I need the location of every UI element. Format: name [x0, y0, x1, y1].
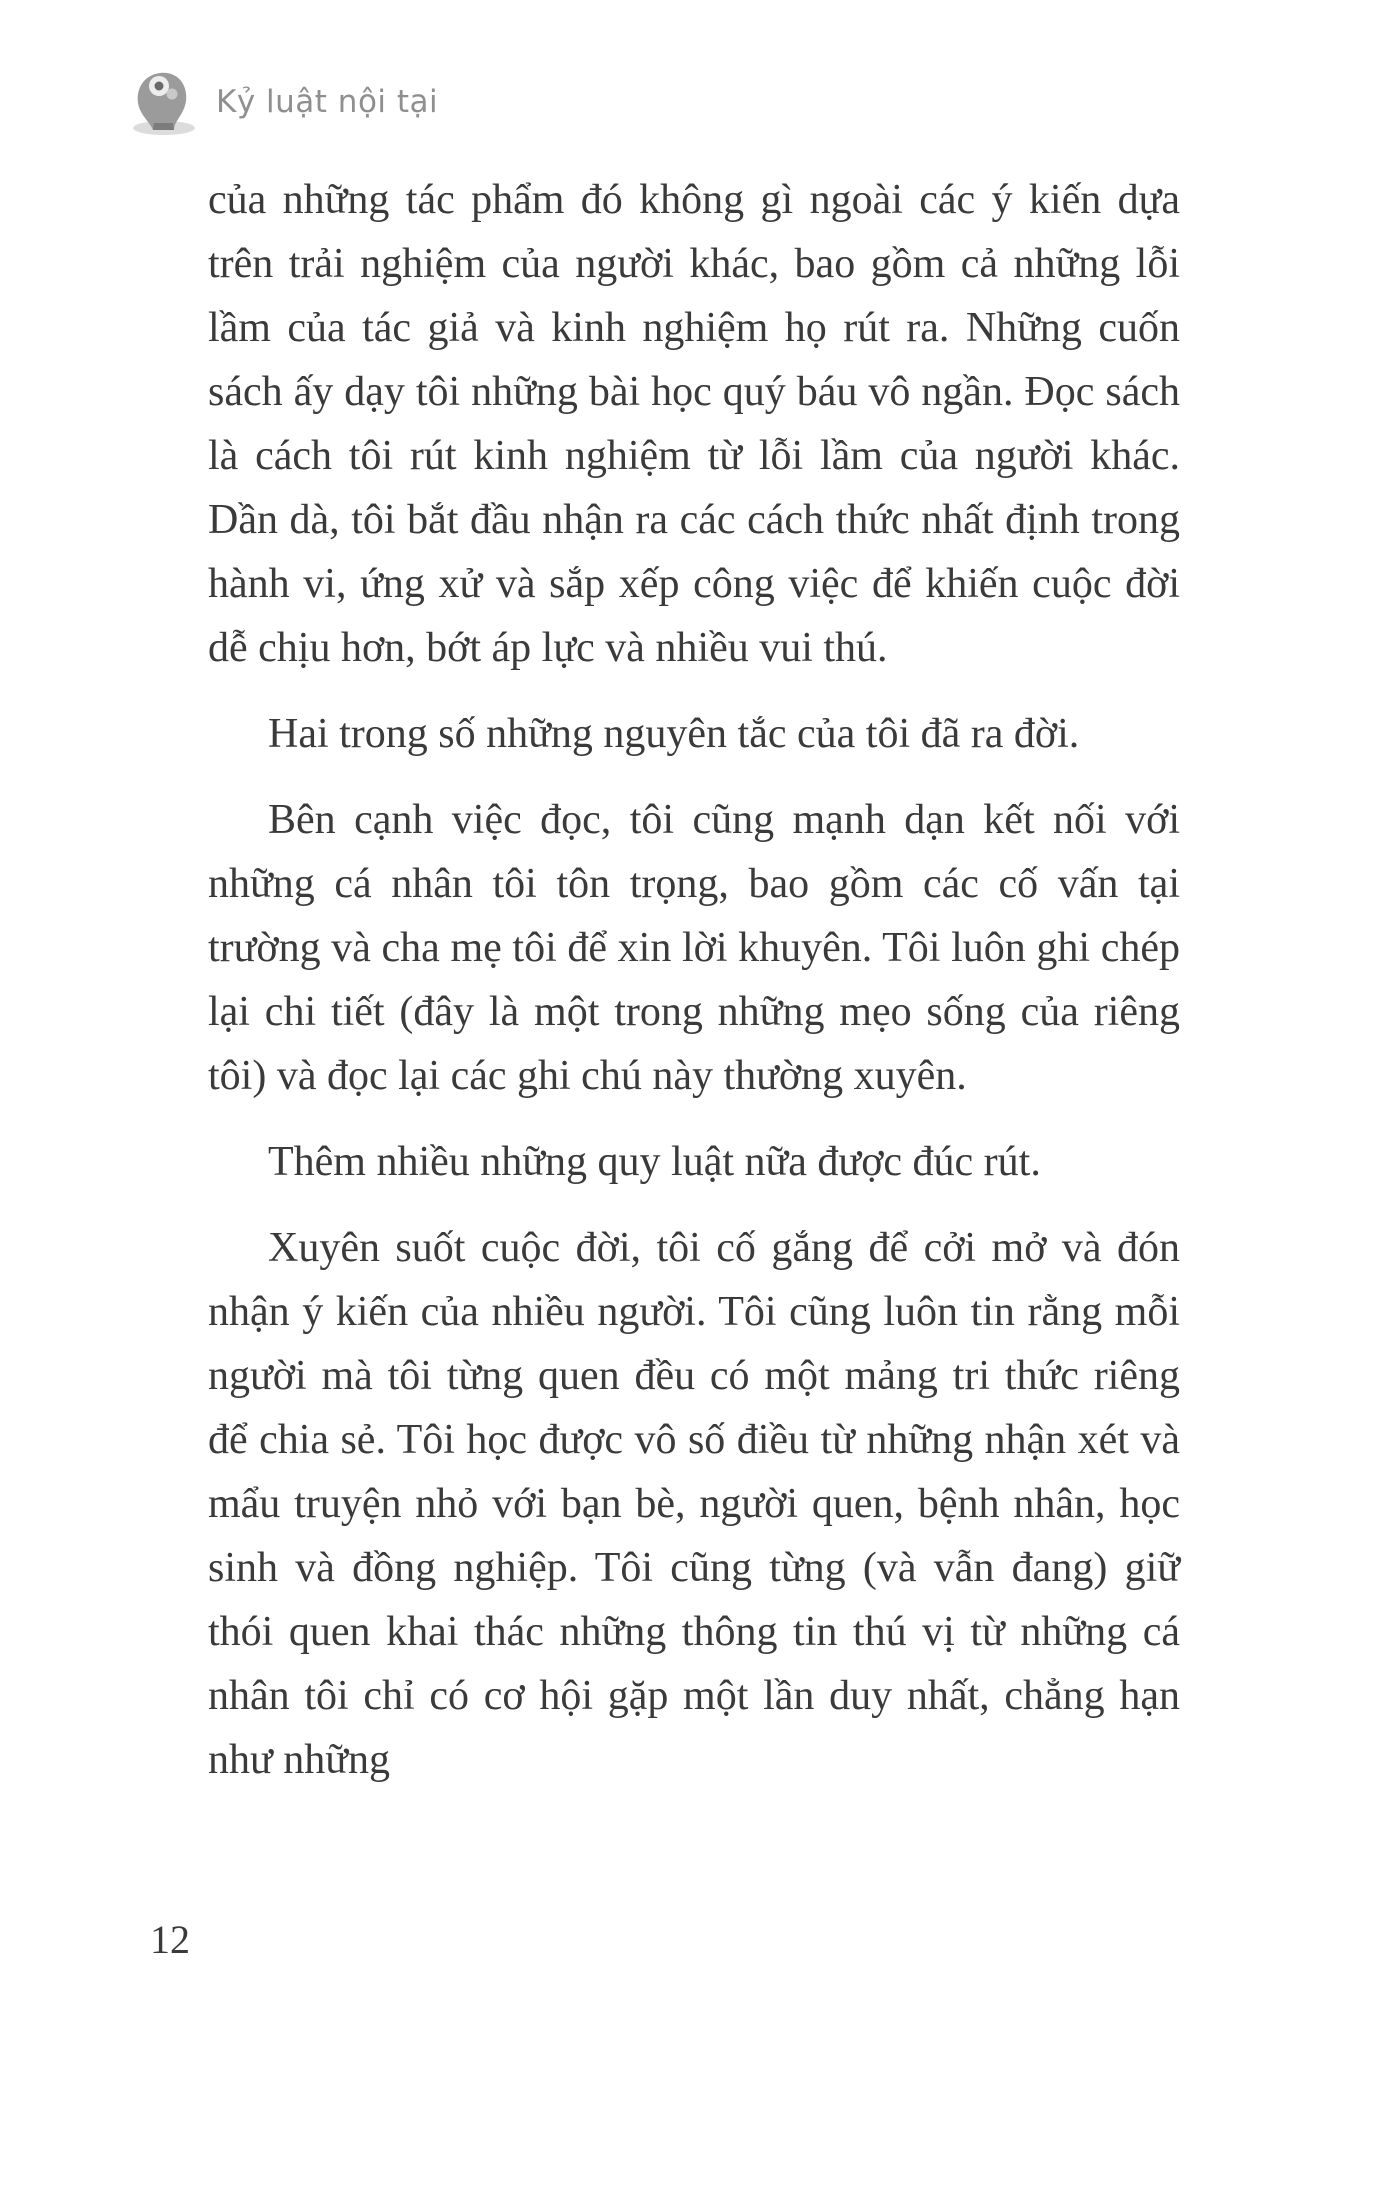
page-footer	[150, 1916, 190, 1963]
paragraph: Bên cạnh việc đọc, tôi cũng mạnh dạn kết nối với những cá nhân tôi tôn trọng, bao gồm các cố vấn tại trường và cha mẹ tôi để xin lời khuyên. Tôi luôn ghi chép lại chi tiết (đây là một trong những mẹo sống của riêng tôi) và đọc lại các ghi chú này thường xuyên.	[208, 797, 1180, 1099]
paragraph: Thêm nhiều những quy luật nữa được đúc rút.	[268, 1139, 1041, 1185]
head-gear-logo-icon	[128, 68, 200, 136]
book-title: Kỷ luật nội tại	[216, 84, 439, 120]
paragraph: Hai trong số những nguyên tắc của tôi đã ra đời.	[268, 711, 1080, 757]
paragraph: của những tác phẩm đó không gì ngoài các ý kiến dựa trên trải nghiệm của người khác, bao gồm cả những lỗi lầm của tác giả và kinh nghiệm họ rút ra. Những cuốn sách ấy dạy tôi những bài học quý báu vô ngần. Đọc sách là cách tôi rút kinh nghiệm từ lỗi lầm của người khác. Dần dà, tôi bắt đầu nhận ra các cách thức nhất định trong hành vi, ứng xử và sắp xếp công việc để khiến cuộc đời dễ chịu hơn, bớt áp lực và nhiều vui thú.	[208, 177, 1180, 671]
page-header	[128, 68, 438, 136]
page-number: 12	[150, 1917, 190, 1962]
paragraph: Xuyên suốt cuộc đời, tôi cố gắng để cởi mở và đón nhận ý kiến của nhiều người. Tôi cũng luôn tin rằng mỗi người mà tôi từng quen đều có một mảng tri thức riêng để chia sẻ. Tôi học được vô số điều từ những nhận xét và mẩu truyện nhỏ với bạn bè, người quen, bệnh nhân, học sinh và đồng nghiệp. Tôi cũng từng (và vẫn đang) giữ thói quen khai thác những thông tin thú vị từ những cá nhân tôi chỉ có cơ hội gặp một lần duy nhất, chẳng hạn như những	[208, 1225, 1180, 1783]
body-text	[208, 168, 1180, 1814]
